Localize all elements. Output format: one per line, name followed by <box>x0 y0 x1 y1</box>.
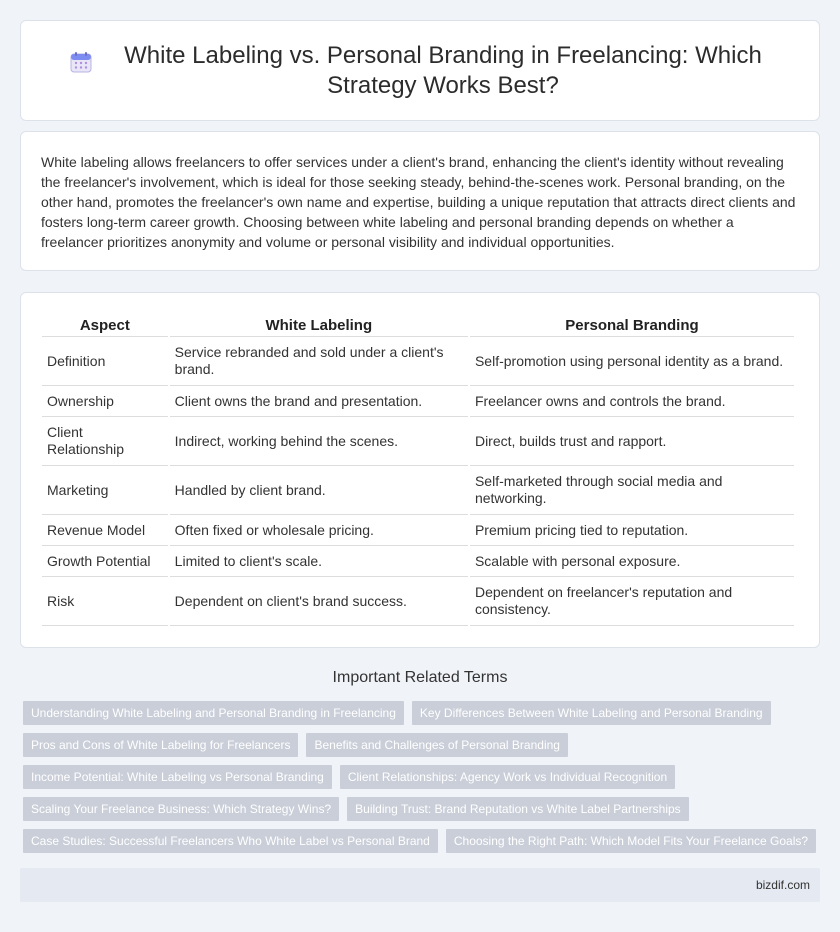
related-term-link[interactable]: Scaling Your Freelance Business: Which Strategy Wins? <box>23 797 339 821</box>
table-cell: Often fixed or wholesale pricing. <box>170 515 468 546</box>
header-aspect: Aspect <box>42 313 168 337</box>
table-cell: Ownership <box>42 386 168 417</box>
related-terms-list <box>23 701 823 861</box>
table-cell: Freelancer owns and controls the brand. <box>470 386 794 417</box>
table-cell: Definition <box>42 337 168 386</box>
table-cell: Client Relationship <box>42 417 168 466</box>
table-cell: Limited to client's scale. <box>170 546 468 577</box>
table-row <box>42 466 794 515</box>
tag-row <box>23 701 823 725</box>
related-term-link[interactable]: Case Studies: Successful Freelancers Who White Label vs Personal Brand <box>23 829 438 853</box>
table-header-row <box>42 313 794 337</box>
table-row <box>42 515 794 546</box>
related-term-link[interactable]: Understanding White Labeling and Personal Branding in Freelancing <box>23 701 404 725</box>
table-cell: Dependent on freelancer's reputation and consistency. <box>470 577 794 626</box>
table-row <box>42 386 794 417</box>
header-white-labeling: White Labeling <box>170 313 468 337</box>
table-row <box>42 417 794 466</box>
intro-card <box>20 131 820 271</box>
table-cell: Scalable with personal exposure. <box>470 546 794 577</box>
table-cell: Risk <box>42 577 168 626</box>
table-cell: Handled by client brand. <box>170 466 468 515</box>
table-cell: Service rebranded and sold under a client's brand. <box>170 337 468 386</box>
related-terms-title: Important Related Terms <box>332 669 508 686</box>
related-term-link[interactable]: Key Differences Between White Labeling and Personal Branding <box>412 701 771 725</box>
related-term-link[interactable]: Pros and Cons of White Labeling for Freelancers <box>23 733 298 757</box>
table-cell: Self-marketed through social media and networking. <box>470 466 794 515</box>
tag-row <box>23 797 823 821</box>
table-row <box>42 577 794 626</box>
related-term-link[interactable]: Benefits and Challenges of Personal Branding <box>306 733 568 757</box>
header-personal-branding: Personal Branding <box>470 313 794 337</box>
related-term-link[interactable]: Choosing the Right Path: Which Model Fits Your Freelance Goals? <box>446 829 816 853</box>
table-cell: Self-promotion using personal identity as a brand. <box>470 337 794 386</box>
table-cell: Client owns the brand and presentation. <box>170 386 468 417</box>
related-term-link[interactable]: Building Trust: Brand Reputation vs White Label Partnerships <box>347 797 689 821</box>
table-cell: Direct, builds trust and rapport. <box>470 417 794 466</box>
page-title: White Labeling vs. Personal Branding in Freelancing: Which Strategy Works Best? <box>124 41 762 99</box>
table-cell: Dependent on client's brand success. <box>170 577 468 626</box>
tag-row <box>23 765 823 789</box>
table-row <box>42 546 794 577</box>
table-cell: Growth Potential <box>42 546 168 577</box>
footer-site-link[interactable]: bizdif.com <box>755 878 810 892</box>
comparison-card <box>20 292 820 648</box>
table-cell: Indirect, working behind the scenes. <box>170 417 468 466</box>
intro-text: White labeling allows freelancers to offer services under a client's brand, enhancing the client's identity without revealing the freelancer's involvement, which is ideal for those seeking steady, behind-the-scenes work. Personal branding, on the other hand, promotes the freelancer's own name and expertise, building a unique reputation that attracts direct clients and fosters long-term career growth. Choosing between white labeling and personal branding depends on whether a freelancer prioritizes anonymity and volume or personal visibility and individual opportunities. <box>41 154 796 250</box>
table-cell: Marketing <box>42 466 168 515</box>
table-cell: Revenue Model <box>42 515 168 546</box>
comparison-table <box>40 313 796 626</box>
related-term-link[interactable]: Client Relationships: Agency Work vs Individual Recognition <box>340 765 675 789</box>
tag-row <box>23 733 823 757</box>
calendar-icon <box>70 51 92 73</box>
header-card <box>20 20 820 121</box>
tag-row <box>23 829 823 853</box>
footer <box>20 868 820 902</box>
related-term-link[interactable]: Income Potential: White Labeling vs Personal Branding <box>23 765 332 789</box>
table-cell: Premium pricing tied to reputation. <box>470 515 794 546</box>
table-row <box>42 337 794 386</box>
